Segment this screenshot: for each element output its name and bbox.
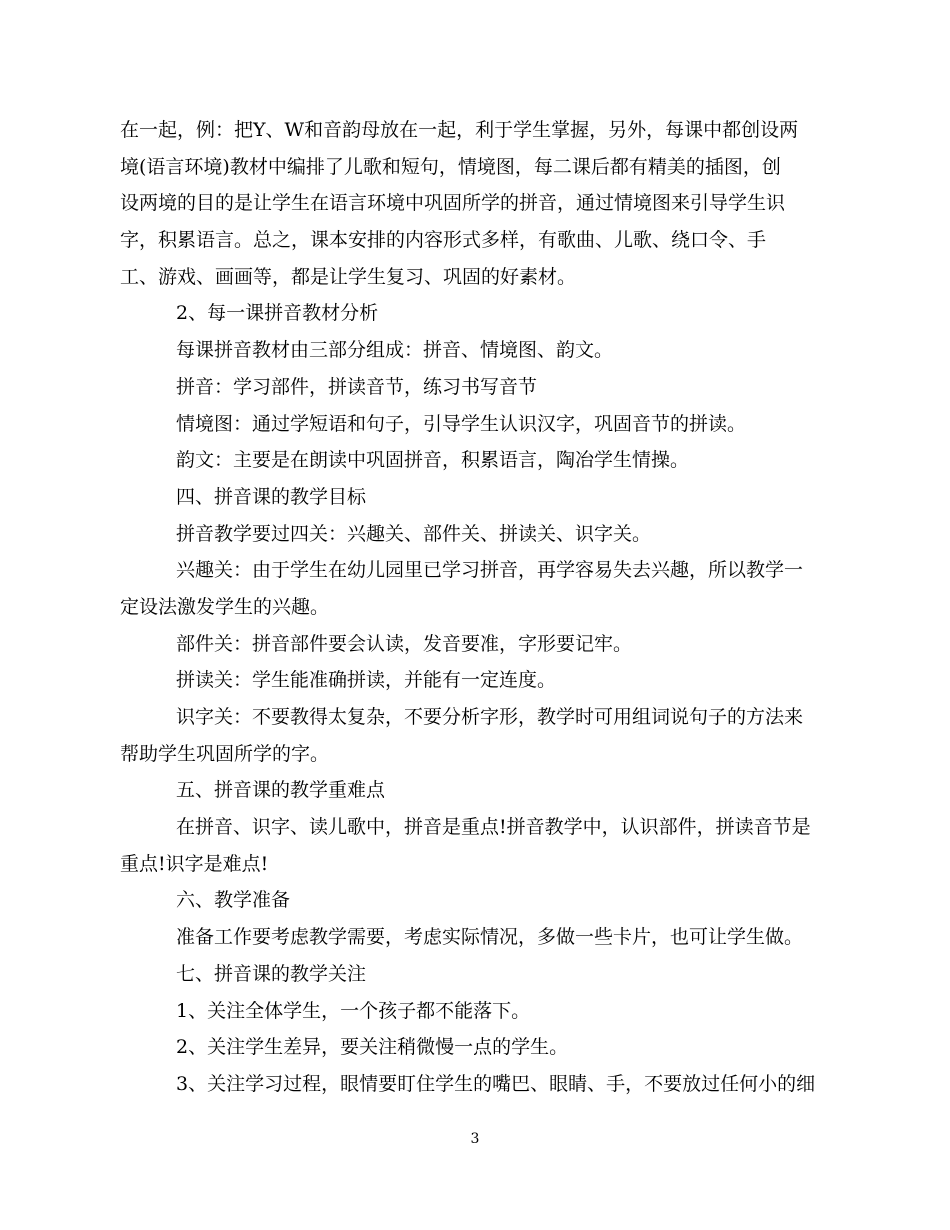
section-heading: 七、拼音课的教学关注 — [176, 962, 367, 985]
paragraph-line: 拼音：学习部件，拼读音节，练习书写音节 — [176, 375, 538, 398]
list-item: 2、关注学生差异，要关注稍微慢一点的学生。 — [176, 1036, 569, 1059]
text-line: 帮助学生巩固所学的字。 — [120, 742, 330, 765]
section-heading: 四、拼音课的教学目标 — [176, 485, 367, 508]
document-body — [120, 112, 816, 1103]
text-line: 在一起，例：把Y、W和音韵母放在一起，利于学生掌握，另外，每课中都创设两 — [120, 119, 799, 141]
paragraph-line: 准备工作要考虑教学需要，考虑实际情况，多做一些卡片，也可让学生做。 — [176, 926, 804, 949]
section-heading: 六、教学准备 — [176, 889, 291, 912]
page-number: 3 — [470, 1131, 480, 1147]
text-line: 字，积累语言。总之，课本安排的内容形式多样，有歌曲、儿歌、绕口令、手 — [120, 229, 767, 252]
paragraph-line: 韵文：主要是在朗读中巩固拼音，积累语言，陶冶学生情操。 — [176, 449, 690, 472]
section-heading: 2、每一课拼音教材分析 — [176, 302, 379, 325]
text-line: 工、游戏、画画等，都是让学生复习、巩固的好素材。 — [120, 265, 577, 288]
section-heading: 五、拼音课的教学重难点 — [176, 779, 386, 802]
paragraph-line: 每课拼音教材由三部分组成：拼音、情境图、韵文。 — [176, 339, 614, 362]
text-line: 定设法激发学生的兴趣。 — [120, 595, 330, 618]
text-line: 重点!识字是难点! — [120, 852, 269, 875]
paragraph-line: 兴趣关：由于学生在幼儿园里已学习拼音，再学容易失去兴趣，所以教学一 — [176, 559, 804, 582]
paragraph-line: 拼音教学要过四关：兴趣关、部件关、拼读关、识字关。 — [176, 522, 652, 545]
paragraph-line: 拼读关：学生能准确拼读，并能有一定连度。 — [176, 669, 557, 692]
text-line: 设两境的目的是让学生在语言环境中巩固所学的拼音，通过情境图来引导学生识 — [120, 192, 786, 215]
paragraph-line: 在拼音、识字、读儿歌中，拼音是重点!拼音教学中，认识部件，拼读音节是 — [176, 816, 811, 839]
text-line: 境(语言环境)教材中编排了儿歌和短句，情境图，每二课后都有精美的插图，创 — [120, 155, 781, 178]
list-item: 3、关注学习过程，眼情要盯住学生的嘴巴、眼睛、手，不要放过任何小的细 — [176, 1072, 816, 1095]
list-item: 1、关注全体学生，一个孩子都不能落下。 — [176, 999, 531, 1022]
paragraph-line: 识字关：不要教得太复杂，不要分析字形，教学时可用组词说句子的方法来 — [176, 706, 804, 728]
paragraph-line: 情境图：通过学短语和句子，引导学生认识汉字，巩固音节的拼读。 — [176, 412, 747, 435]
paragraph-line: 部件关：拼音部件要会认读，发音要准，字形要记牢。 — [176, 632, 633, 655]
